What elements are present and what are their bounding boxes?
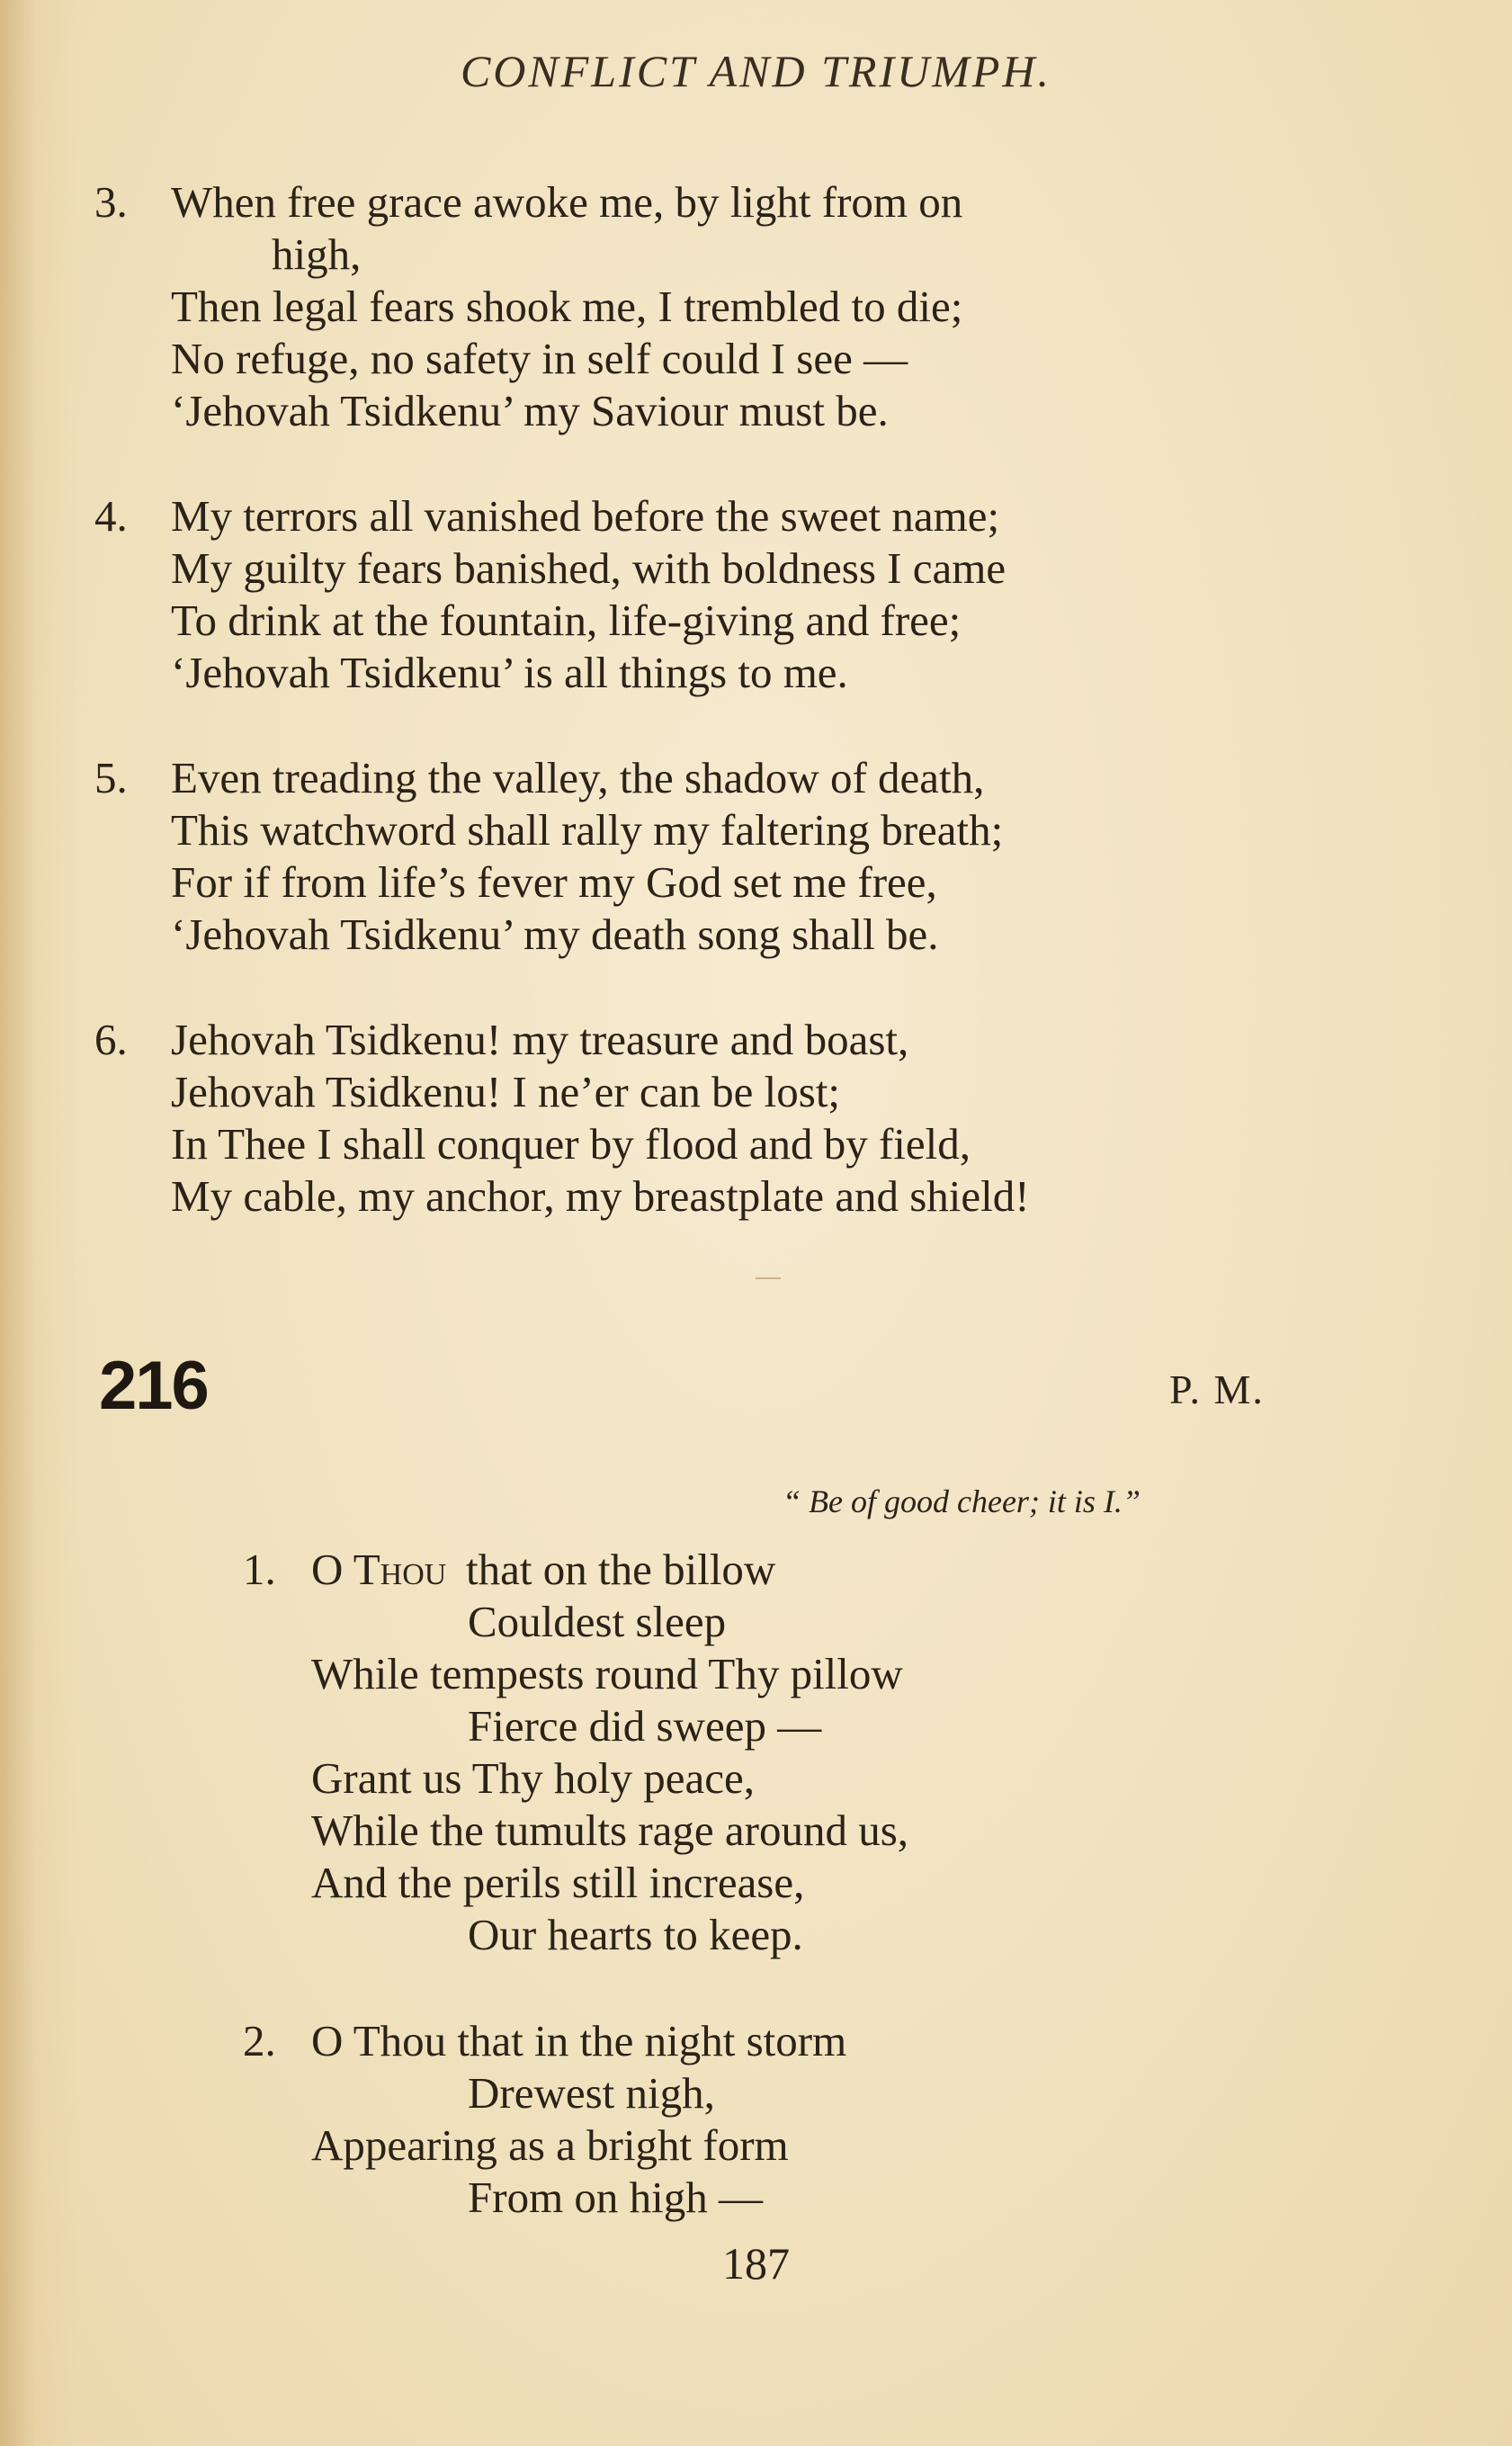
stanza-line: Jehovah Tsidkenu! I ne’er can be lost; xyxy=(171,1067,841,1116)
stanza-first-word: O Thou xyxy=(311,1545,447,1594)
stanza-number: 6. xyxy=(94,1015,128,1064)
stanza-number: 5. xyxy=(94,753,128,802)
stanza-line: high, xyxy=(272,229,362,279)
stanza-line: that on the billow xyxy=(466,1545,776,1594)
stanza-line: Grant us Thy holy peace, xyxy=(311,1753,756,1803)
stanza-line: And the perils still increase, xyxy=(311,1858,805,1907)
stanza-line: ‘Jehovah Tsidkenu’ is all things to me. xyxy=(171,648,848,697)
running-head: CONFLICT AND TRIUMPH. xyxy=(460,46,1052,96)
stanza-line: Appearing as a bright form xyxy=(311,2120,789,2170)
stanza-line: Even treading the valley, the shadow of death, xyxy=(171,753,985,802)
stanza-number: 3. xyxy=(94,177,128,227)
stanza-line: My guilty fears banished, with boldness I came xyxy=(171,543,1007,593)
hymn-meter: P. M. xyxy=(1169,1366,1265,1412)
stanza-line: Our hearts to keep. xyxy=(468,1910,803,1959)
stanza-line: No refuge, no safety in self could I see — xyxy=(171,334,908,383)
stanza-line: O Thou that in the night storm xyxy=(311,2016,847,2065)
stanza-line: Jehovah Tsidkenu! my treasure and boast, xyxy=(171,1015,909,1064)
hymn-number: 216 xyxy=(99,1348,208,1424)
stanza-line: ‘Jehovah Tsidkenu’ my death song shall be. xyxy=(171,909,939,959)
stanza-line: My cable, my anchor, my breastplate and shield! xyxy=(171,1171,1030,1221)
stanza-line: Couldest sleep xyxy=(468,1597,727,1646)
stanza-line: Drewest nigh, xyxy=(468,2068,715,2118)
stanza-number: 4. xyxy=(94,491,128,541)
stanza-line: ‘Jehovah Tsidkenu’ my Saviour must be. xyxy=(171,386,889,435)
stanza-line: While the tumults rage around us, xyxy=(311,1805,909,1855)
stanza-number: 1. xyxy=(243,1545,276,1594)
stanza-line: From on high — xyxy=(468,2173,764,2222)
stanza-line: This watchword shall rally my faltering breath; xyxy=(171,805,1004,855)
stanza-line: In Thee I shall conquer by flood and by field, xyxy=(171,1119,971,1169)
separator-mark xyxy=(756,1277,781,1279)
stanza-line: Then legal fears shook me, I trembled to die; xyxy=(171,282,963,331)
stanza-line: When free grace awoke me, by light from on xyxy=(171,177,963,227)
page-number: 187 xyxy=(722,2238,790,2289)
stanza-number: 2. xyxy=(243,2016,276,2065)
stanza-line: For if from life’s fever my God set me free, xyxy=(171,857,937,907)
stanza-line: While tempests round Thy pillow xyxy=(311,1649,903,1698)
stanza-line: My terrors all vanished before the sweet name; xyxy=(171,491,1000,541)
hymn-epigraph: “ Be of good cheer; it is I.” xyxy=(783,1483,1141,1519)
stanza-line: Fierce did sweep — xyxy=(468,1701,822,1751)
stanza-line: To drink at the fountain, life-giving and free; xyxy=(171,596,962,645)
